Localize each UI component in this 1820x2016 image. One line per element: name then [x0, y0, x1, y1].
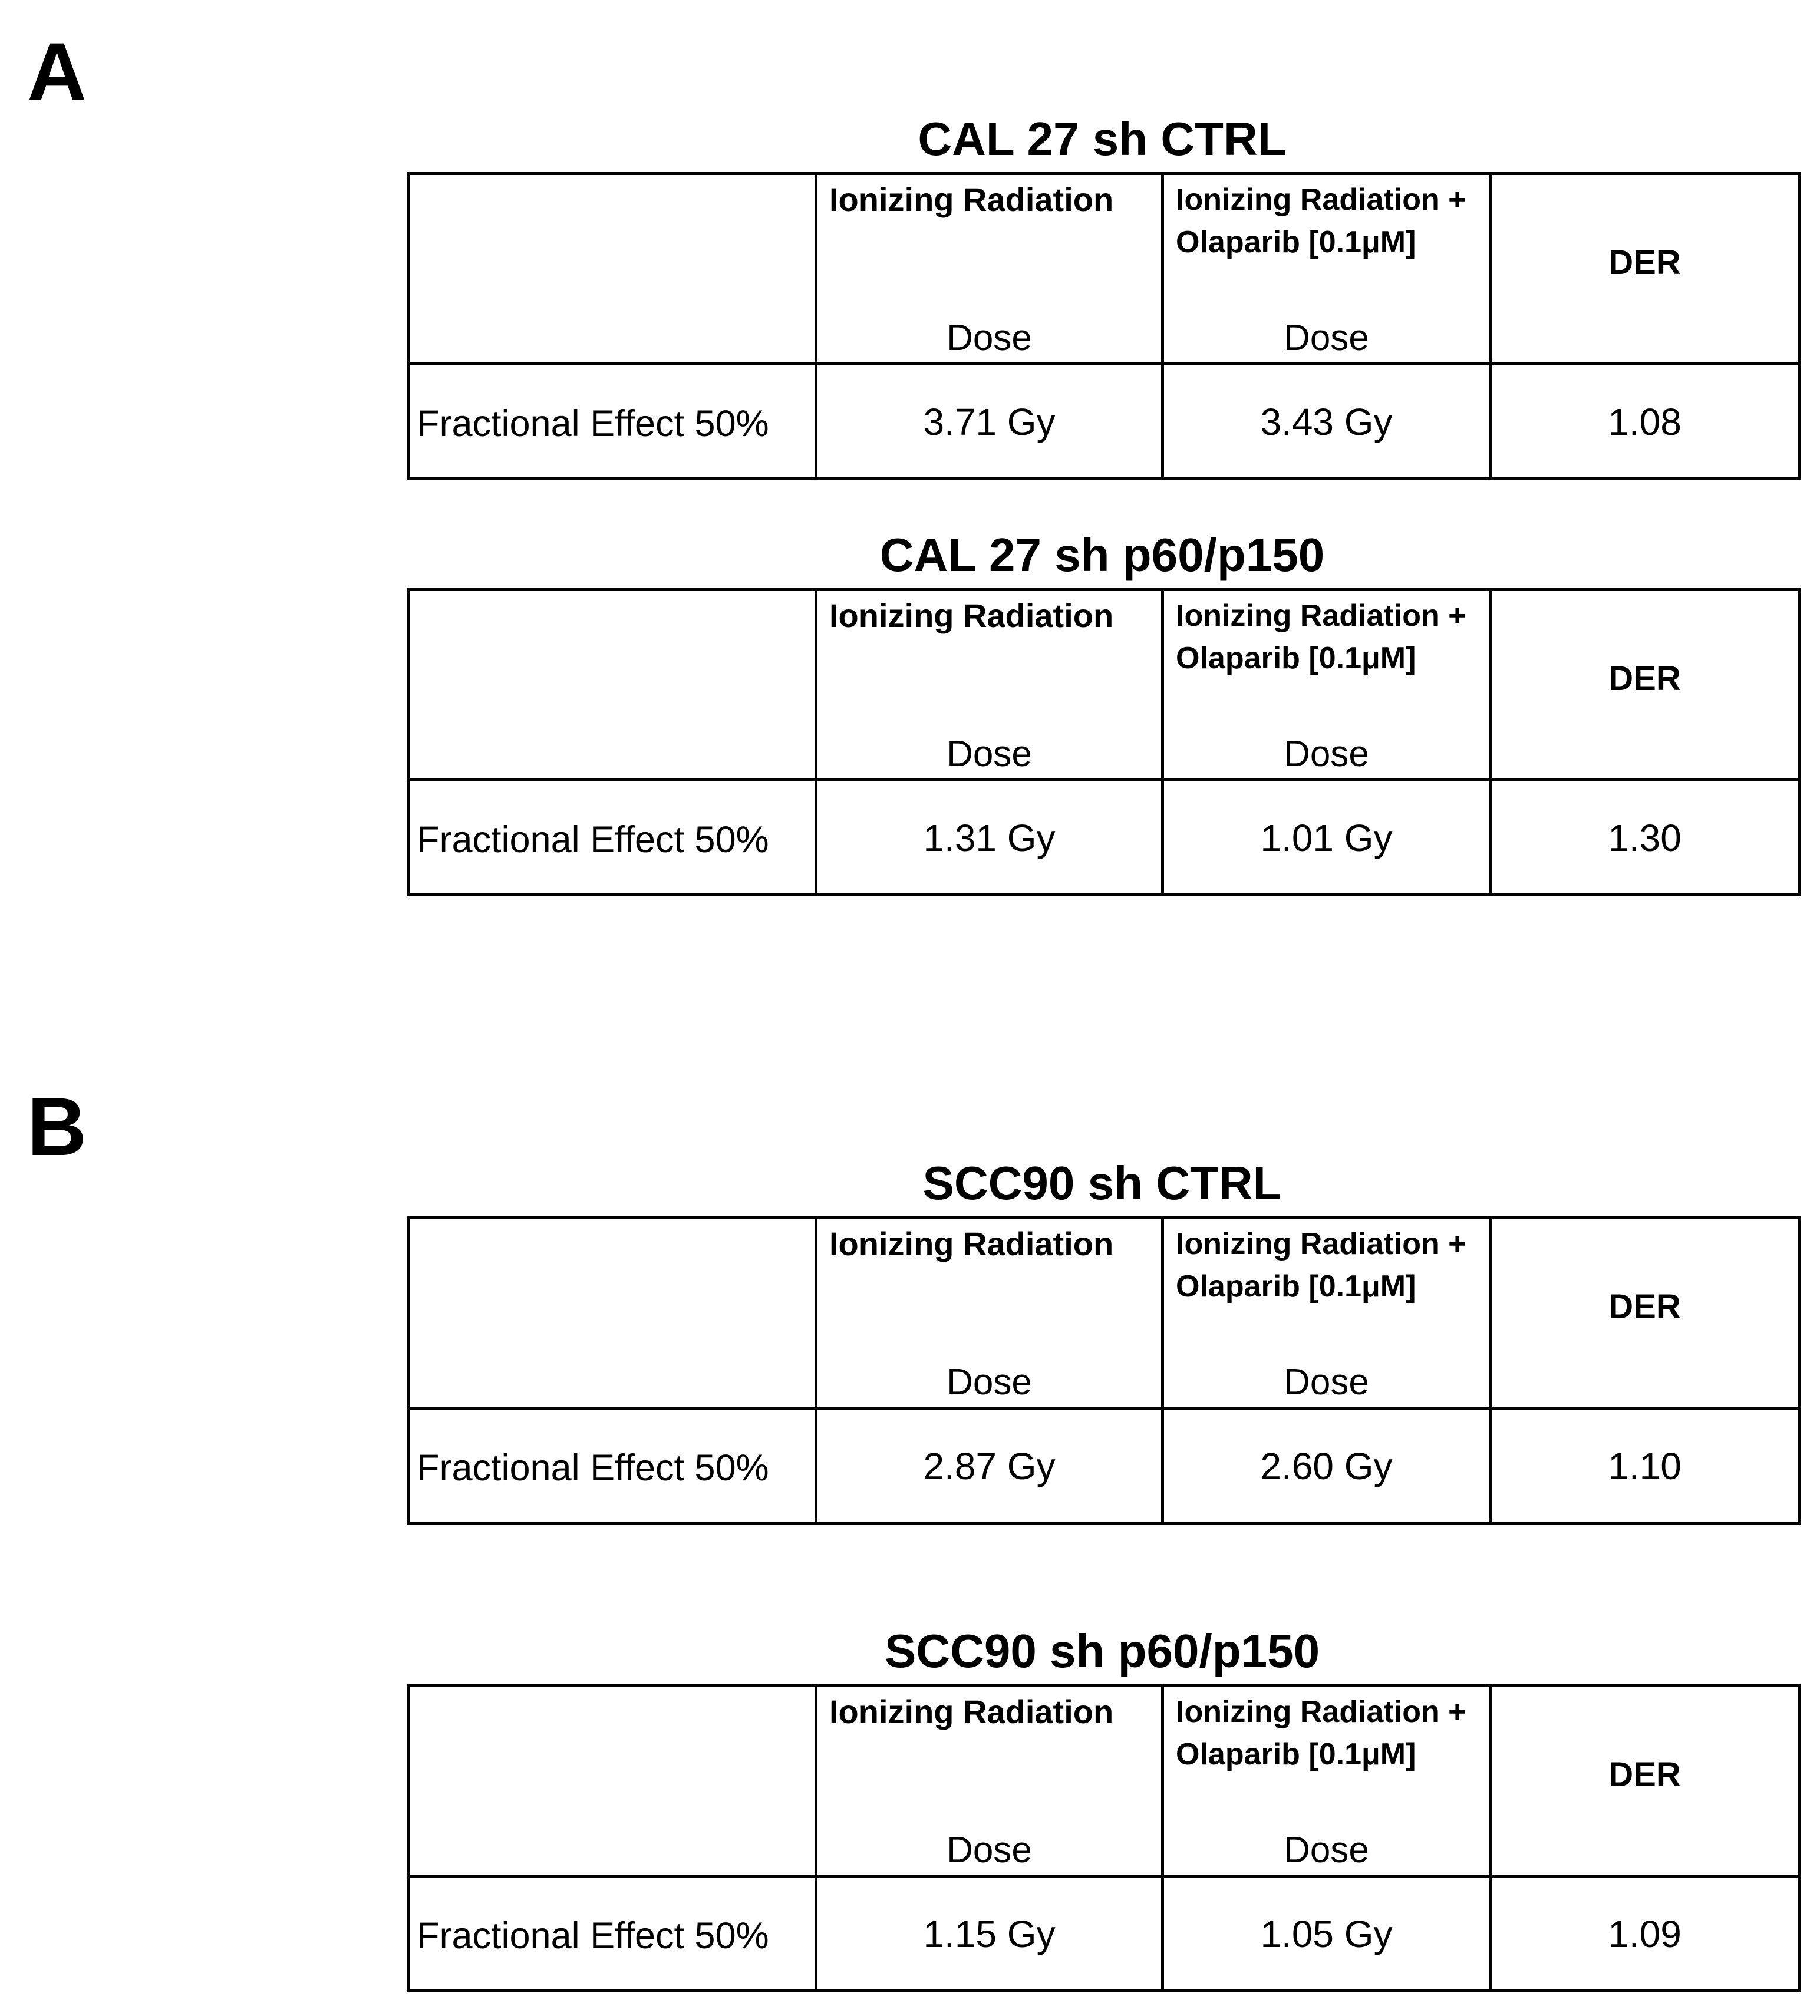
- header-line-2: Olaparib [0.1μM]: [1176, 1269, 1416, 1304]
- header-ionizing-radiation-olaparib: [1163, 1218, 1491, 1408]
- header-ionizing-radiation: [816, 1686, 1163, 1876]
- empty-corner-cell: [408, 174, 816, 364]
- header-line-2: Olaparib [0.1μM]: [1176, 225, 1416, 259]
- row-label-cell: [408, 364, 816, 479]
- header-der: [1491, 1218, 1799, 1408]
- header-row: [408, 174, 1799, 364]
- header-line-2: Olaparib [0.1μM]: [1176, 641, 1416, 675]
- dose-label: Dose: [947, 734, 1032, 774]
- der-cell: [1491, 1408, 1799, 1523]
- dose-label: Dose: [1284, 734, 1369, 774]
- header-label: Ionizing Radiation: [829, 1693, 1114, 1730]
- ir-dose-cell: [816, 1408, 1163, 1523]
- dose-label: Dose: [1284, 1830, 1369, 1870]
- header-ionizing-radiation: [816, 1218, 1163, 1408]
- table-title: CAL 27 sh p60/p150: [879, 529, 1325, 581]
- row-label: Fractional Effect 50%: [417, 1447, 769, 1489]
- header-row: [408, 1686, 1799, 1876]
- der-cell: [1491, 364, 1799, 479]
- header-der: [1491, 590, 1799, 780]
- header-ionizing-radiation-olaparib: [1163, 174, 1491, 364]
- row-label-cell: [408, 1876, 816, 1991]
- header-label: Ionizing Radiation: [829, 597, 1114, 634]
- dose-label: Dose: [947, 1830, 1032, 1870]
- ir-olaparib-dose-cell: [1163, 364, 1491, 479]
- header-label: [1176, 1223, 1466, 1308]
- dose-label: Dose: [1284, 1362, 1369, 1403]
- ir-dose-value: 1.31 Gy: [923, 817, 1056, 859]
- ir-olaparib-dose-cell: [1163, 1408, 1491, 1523]
- header-row: [408, 590, 1799, 780]
- row-label-cell: [408, 1408, 816, 1523]
- panel-label-a: A: [27, 25, 87, 118]
- table-title: CAL 27 sh CTRL: [918, 113, 1287, 165]
- ir-dose-cell: [816, 780, 1163, 895]
- der-label: DER: [1608, 1756, 1681, 1794]
- row-label: Fractional Effect 50%: [417, 819, 769, 860]
- ir-olaparib-dose-value: 2.60 Gy: [1260, 1445, 1393, 1487]
- dose-label: Dose: [947, 1362, 1032, 1403]
- panel-label-b: B: [27, 1080, 87, 1173]
- der-cell: [1491, 1876, 1799, 1991]
- der-cell: [1491, 780, 1799, 895]
- header-label: [1176, 179, 1466, 263]
- header-label: Ionizing Radiation: [829, 181, 1114, 218]
- der-label: DER: [1608, 1288, 1681, 1326]
- dose-label: Dose: [1284, 318, 1369, 358]
- row-label-cell: [408, 780, 816, 895]
- header-line-1: Ionizing Radiation +: [1176, 599, 1466, 633]
- row-label: Fractional Effect 50%: [417, 1915, 769, 1956]
- der-value: 1.10: [1608, 1445, 1681, 1487]
- header-label: [1176, 1691, 1466, 1776]
- table-row: [408, 780, 1799, 895]
- ir-dose-value: 2.87 Gy: [923, 1445, 1056, 1487]
- ir-dose-value: 1.15 Gy: [923, 1913, 1056, 1955]
- table-row: [408, 1876, 1799, 1991]
- header-ionizing-radiation: [816, 590, 1163, 780]
- der-value: 1.30: [1608, 817, 1681, 859]
- ir-olaparib-dose-value: 1.01 Gy: [1260, 817, 1393, 859]
- der-value: 1.08: [1608, 401, 1681, 443]
- header-ionizing-radiation-olaparib: [1163, 1686, 1491, 1876]
- header-der: [1491, 174, 1799, 364]
- header-row: [408, 1218, 1799, 1408]
- header-line-1: Ionizing Radiation +: [1176, 1227, 1466, 1261]
- ir-olaparib-dose-cell: [1163, 780, 1491, 895]
- ir-olaparib-dose-value: 3.43 Gy: [1260, 401, 1393, 443]
- table-title: SCC90 sh CTRL: [922, 1157, 1282, 1209]
- der-label: DER: [1608, 243, 1681, 282]
- results-table: [407, 1684, 1801, 1992]
- results-table: [407, 1216, 1801, 1525]
- table-row: [408, 364, 1799, 479]
- ir-dose-value: 3.71 Gy: [923, 401, 1056, 443]
- header-line-2: Olaparib [0.1μM]: [1176, 1737, 1416, 1771]
- header-label: [1176, 595, 1466, 679]
- table-title: SCC90 sh p60/p150: [884, 1625, 1320, 1677]
- header-ionizing-radiation: [816, 174, 1163, 364]
- header-ionizing-radiation-olaparib: [1163, 590, 1491, 780]
- der-label: DER: [1608, 659, 1681, 698]
- ir-olaparib-dose-cell: [1163, 1876, 1491, 1991]
- table-row: [408, 1408, 1799, 1523]
- row-label: Fractional Effect 50%: [417, 403, 769, 444]
- ir-dose-cell: [816, 364, 1163, 479]
- empty-corner-cell: [408, 1686, 816, 1876]
- dose-label: Dose: [947, 318, 1032, 358]
- results-table: [407, 588, 1801, 896]
- header-line-1: Ionizing Radiation +: [1176, 183, 1466, 217]
- ir-olaparib-dose-value: 1.05 Gy: [1260, 1913, 1393, 1955]
- header-label: Ionizing Radiation: [829, 1225, 1114, 1262]
- empty-corner-cell: [408, 1218, 816, 1408]
- ir-dose-cell: [816, 1876, 1163, 1991]
- empty-corner-cell: [408, 590, 816, 780]
- der-value: 1.09: [1608, 1913, 1681, 1955]
- header-der: [1491, 1686, 1799, 1876]
- header-line-1: Ionizing Radiation +: [1176, 1695, 1466, 1729]
- results-table: [407, 172, 1801, 480]
